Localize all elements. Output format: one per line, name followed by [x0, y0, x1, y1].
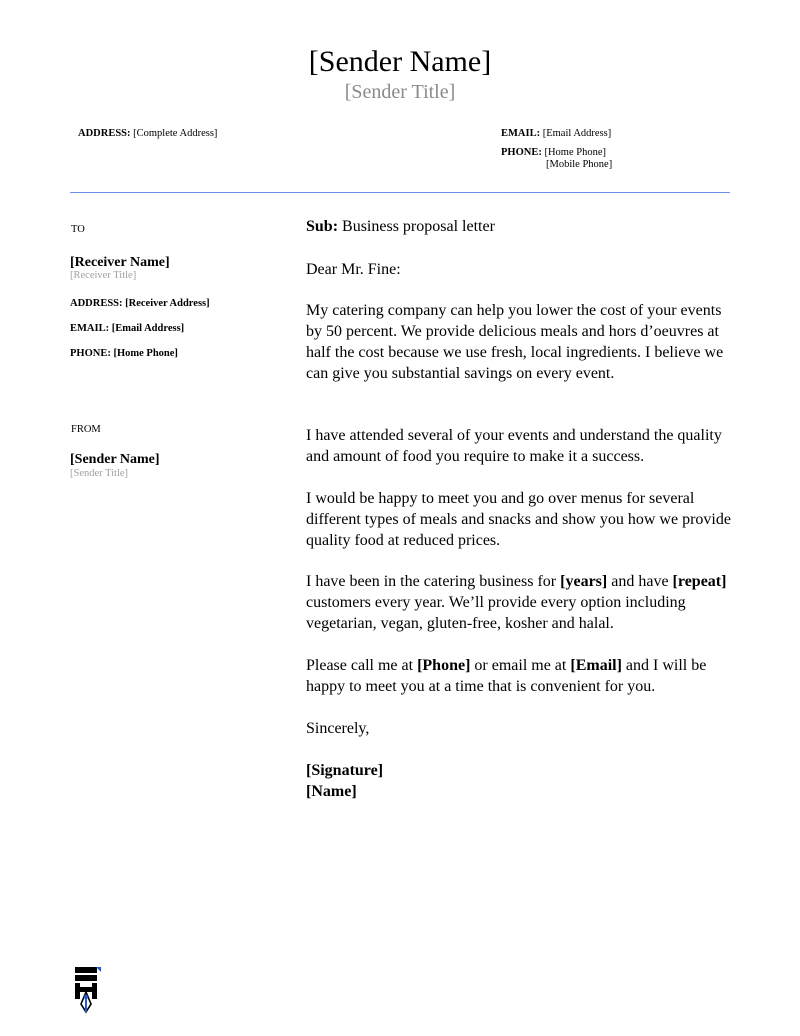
- name-placeholder: [Name]: [306, 783, 357, 800]
- sender-name: [Sender Name]: [308, 45, 492, 78]
- header-divider: [70, 192, 730, 193]
- paragraph-5-part-a: Please call me at: [306, 657, 418, 674]
- header-email: [501, 128, 611, 140]
- paragraph-5-part-b: or email me at: [470, 657, 571, 674]
- receiver-address-label: ADDRESS:: [70, 298, 123, 309]
- receiver-address-value: [Receiver Address]: [125, 298, 210, 309]
- receiver-email-value: [Email Address]: [111, 323, 185, 334]
- subject-text: Business proposal letter: [342, 218, 495, 235]
- receiver-phone-value: [Home Phone]: [113, 348, 178, 359]
- paragraph-4-part-b: and have: [607, 573, 673, 590]
- header-address-value: [Complete Address]: [133, 128, 218, 139]
- subject-line: [306, 216, 731, 237]
- header-phone: [501, 147, 606, 159]
- paragraph-3: I would be happy to meet you and go over menus for several different types of meals and snacks and show you how we provide quality food at reduced prices.: [306, 490, 731, 549]
- receiver-phone: [70, 348, 178, 360]
- receiver-phone-label: PHONE:: [70, 348, 111, 359]
- from-title: [Sender Title]: [70, 468, 129, 479]
- signature-placeholder: [Signature]: [306, 762, 384, 779]
- header-address: [78, 128, 217, 140]
- header-phone-label: PHONE:: [501, 147, 542, 158]
- header-email-value: [Email Address]: [542, 128, 612, 139]
- to-label: TO: [71, 224, 85, 235]
- header-phone-mobile: [Mobile Phone]: [546, 159, 613, 170]
- receiver-address: [70, 298, 210, 310]
- paragraph-5: [306, 655, 731, 697]
- paragraph-2: I have attended several of your events and understand the quality and amount of food you require to make it a success.: [306, 427, 722, 465]
- header-phone-home: [Home Phone]: [544, 147, 606, 158]
- from-label: FROM: [71, 424, 101, 435]
- paragraph-5-part-c: and I will be happy to meet you at a time that is convenient for you.: [306, 657, 707, 695]
- years-placeholder: [years]: [560, 573, 608, 590]
- header-email-label: EMAIL:: [501, 128, 541, 139]
- receiver-email: [70, 323, 184, 335]
- header-address-label: ADDRESS:: [78, 128, 131, 139]
- receiver-title: [Receiver Title]: [70, 270, 137, 281]
- paragraph-4-part-c: customers every year. We’ll provide every option including vegetarian, vegan, gluten-free, kosher and halal.: [306, 594, 686, 632]
- pen-nib-logo-icon: [74, 966, 102, 1014]
- repeat-placeholder: [repeat]: [672, 573, 727, 590]
- paragraph-4-part-a: I have been in the catering business for: [306, 573, 561, 590]
- sender-title: [Sender Title]: [344, 81, 456, 103]
- paragraph-1: My catering company can help you lower the cost of your events by 50 percent. We provide delicious meals and hors d’oeuvres at half the cost because we use fresh, local ingredients. I believe we can give you substantial savings on every event.: [306, 302, 724, 382]
- subject-label: Sub:: [306, 218, 339, 235]
- phone-placeholder: [Phone]: [417, 657, 471, 674]
- receiver-email-label: EMAIL:: [70, 323, 110, 334]
- greeting: Dear Mr. Fine:: [306, 261, 401, 278]
- receiver-name: [Receiver Name]: [70, 255, 170, 270]
- closing: Sincerely,: [306, 720, 370, 737]
- paragraph-4: [306, 571, 731, 634]
- from-name: [Sender Name]: [70, 452, 160, 467]
- email-placeholder: [Email]: [570, 657, 622, 674]
